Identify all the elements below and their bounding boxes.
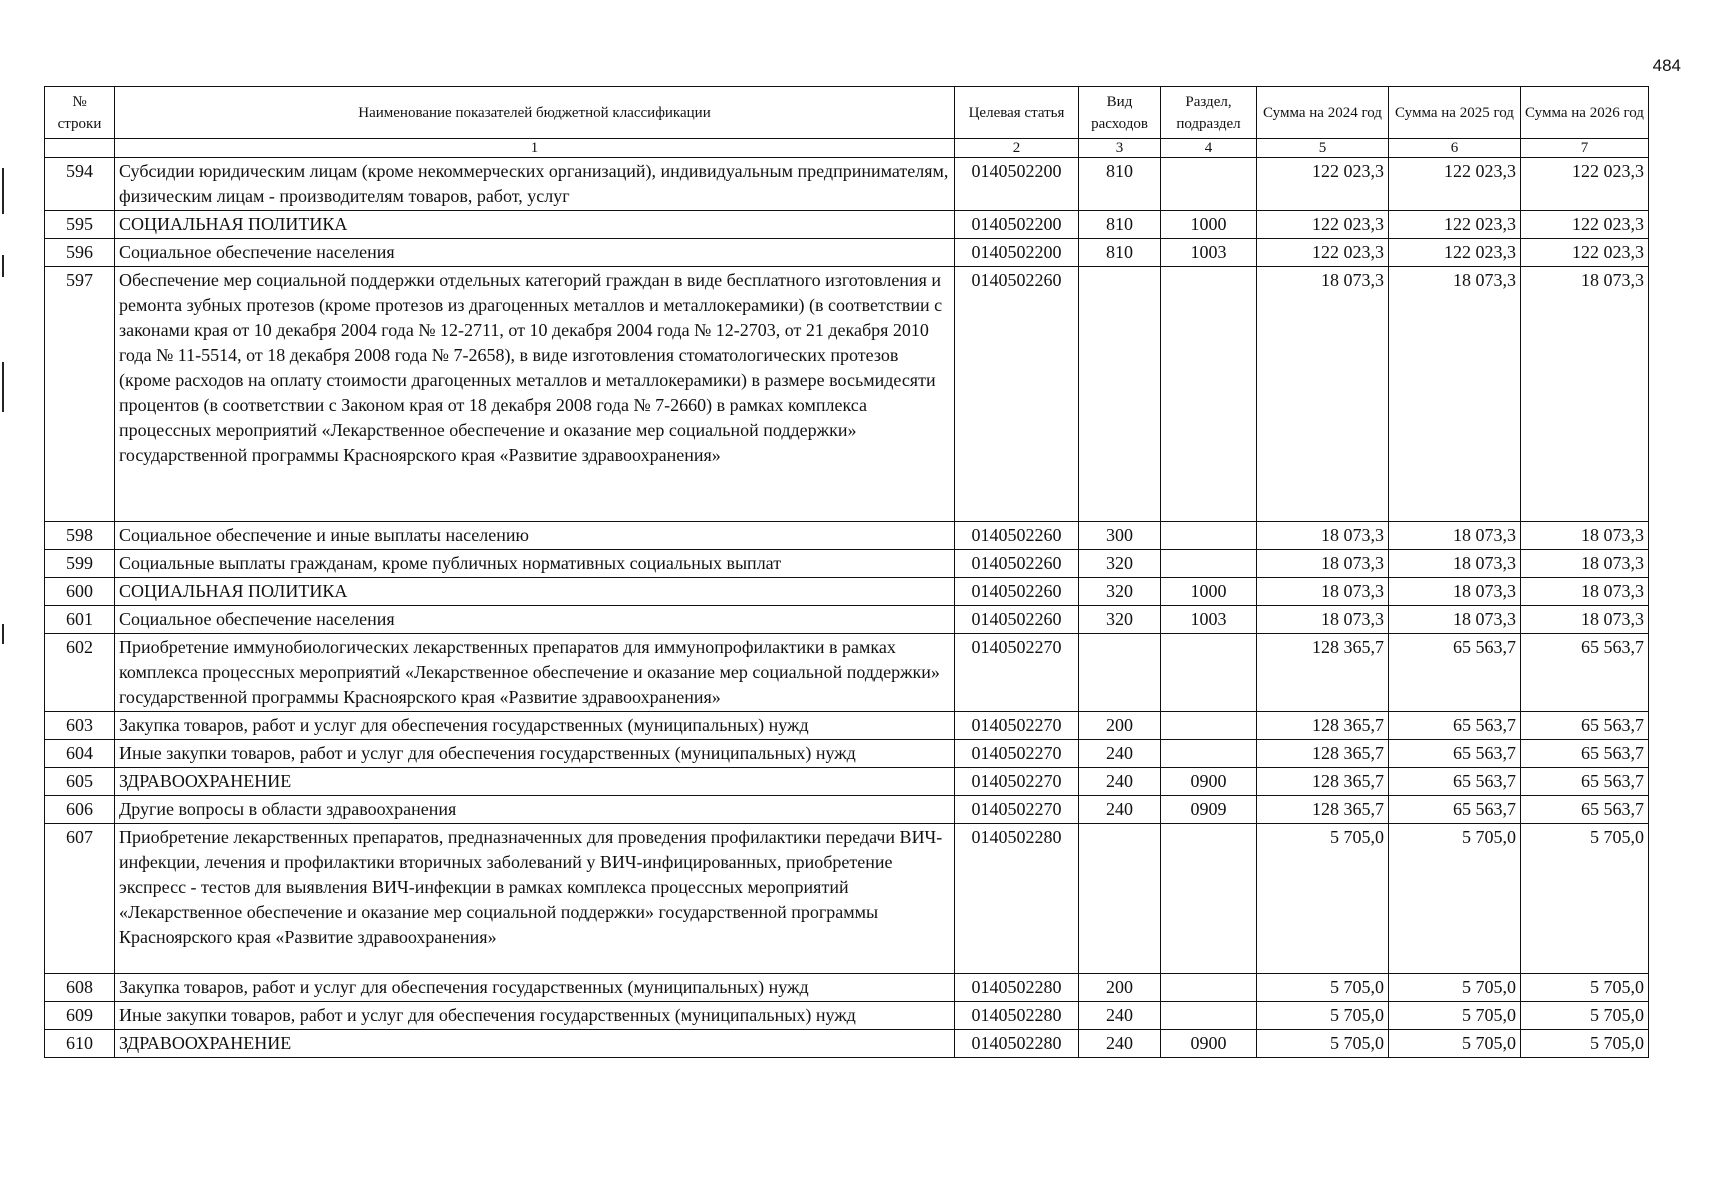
row-sum-2026: 18 073,3 (1521, 522, 1649, 550)
row-section: 1000 (1161, 578, 1257, 606)
row-sum-2024: 5 705,0 (1257, 1002, 1389, 1030)
row-sum-2025: 5 705,0 (1389, 824, 1521, 974)
row-target-article: 0140502260 (955, 578, 1079, 606)
row-sum-2025: 122 023,3 (1389, 239, 1521, 267)
row-number: 598 (45, 522, 115, 550)
row-section: 0900 (1161, 1030, 1257, 1058)
row-sum-2024: 18 073,3 (1257, 267, 1389, 522)
row-sum-2024: 122 023,3 (1257, 211, 1389, 239)
row-name: СОЦИАЛЬНАЯ ПОЛИТИКА (115, 211, 955, 239)
row-sum-2025: 65 563,7 (1389, 740, 1521, 768)
column-number: 3 (1079, 139, 1161, 158)
row-sum-2026: 122 023,3 (1521, 211, 1649, 239)
header-sum-2026: Сумма на 2026 год (1521, 87, 1649, 139)
row-name: ЗДРАВООХРАНЕНИЕ (115, 1030, 955, 1058)
row-section (1161, 550, 1257, 578)
row-sum-2024: 122 023,3 (1257, 158, 1389, 211)
row-section: 1000 (1161, 211, 1257, 239)
table-row (45, 1030, 1649, 1058)
table-row (45, 606, 1649, 634)
row-sum-2024: 128 365,7 (1257, 768, 1389, 796)
row-section (1161, 712, 1257, 740)
row-sum-2026: 65 563,7 (1521, 634, 1649, 712)
row-target-article: 0140502260 (955, 550, 1079, 578)
row-section (1161, 824, 1257, 974)
row-expense-kind: 200 (1079, 712, 1161, 740)
row-expense-kind: 320 (1079, 550, 1161, 578)
table-row (45, 578, 1649, 606)
table-row (45, 824, 1649, 974)
row-name: Приобретение иммунобиологических лекарственных препаратов для иммунопрофилактики в рамках комплекса процессных мероприятий «Лекарственное обеспечение и оказание мер социальной поддержки» государственной программы Красноярского края «Развитие здравоохранения» (115, 634, 955, 712)
table-row (45, 974, 1649, 1002)
header-row-no: № строки (45, 87, 115, 139)
row-expense-kind: 810 (1079, 239, 1161, 267)
table-row (45, 522, 1649, 550)
row-sum-2024: 18 073,3 (1257, 522, 1389, 550)
row-sum-2024: 18 073,3 (1257, 606, 1389, 634)
row-sum-2026: 5 705,0 (1521, 974, 1649, 1002)
row-section (1161, 522, 1257, 550)
row-name: Социальное обеспечение населения (115, 239, 955, 267)
row-name: Иные закупки товаров, работ и услуг для обеспечения государственных (муниципальных) нужд (115, 1002, 955, 1030)
row-sum-2025: 18 073,3 (1389, 606, 1521, 634)
header-sum-2024: Сумма на 2024 год (1257, 87, 1389, 139)
row-number: 608 (45, 974, 115, 1002)
row-expense-kind: 200 (1079, 974, 1161, 1002)
table-row (45, 634, 1649, 712)
row-expense-kind: 240 (1079, 796, 1161, 824)
row-expense-kind: 240 (1079, 768, 1161, 796)
row-section (1161, 267, 1257, 522)
row-sum-2025: 65 563,7 (1389, 634, 1521, 712)
row-sum-2024: 5 705,0 (1257, 974, 1389, 1002)
scan-mark (2, 362, 4, 412)
row-number: 609 (45, 1002, 115, 1030)
row-target-article: 0140502200 (955, 158, 1079, 211)
row-section: 1003 (1161, 239, 1257, 267)
row-number: 596 (45, 239, 115, 267)
row-target-article: 0140502280 (955, 824, 1079, 974)
row-expense-kind: 240 (1079, 1030, 1161, 1058)
row-name: Другие вопросы в области здравоохранения (115, 796, 955, 824)
row-sum-2025: 65 563,7 (1389, 796, 1521, 824)
row-name: ЗДРАВООХРАНЕНИЕ (115, 768, 955, 796)
scan-mark (2, 168, 4, 214)
column-number: 4 (1161, 139, 1257, 158)
row-expense-kind: 240 (1079, 1002, 1161, 1030)
row-name: Закупка товаров, работ и услуг для обеспечения государственных (муниципальных) нужд (115, 712, 955, 740)
row-number: 599 (45, 550, 115, 578)
row-section (1161, 1002, 1257, 1030)
row-expense-kind (1079, 634, 1161, 712)
row-name: Социальное обеспечение населения (115, 606, 955, 634)
column-number: 6 (1389, 139, 1521, 158)
table-row (45, 211, 1649, 239)
column-number: 1 (115, 139, 955, 158)
table-row (45, 712, 1649, 740)
row-sum-2025: 5 705,0 (1389, 1002, 1521, 1030)
row-name: Обеспечение мер социальной поддержки отдельных категорий граждан в виде бесплатного изготовления и ремонта зубных протезов (кроме протезов из драгоценных металлов и металлокерамики) (в соответствии с законами края от 10 декабря 2004 года № 12-2711, от 10 декабря 2004 года № 12-2703, от 21 декабря 2010 года № 11-5514, от 18 декабря 2008 года № 7-2658), в виде изготовления стоматологических протезов (кроме расходов на оплату стоимости драгоценных металлов и металлокерамики) в размере восьмидесяти процентов (в соответствии с Законом края от 18 декабря 2008 года № 7-2660) в рамках комплекса процессных мероприятий «Лекарственное обеспечение и оказание мер социальной поддержки» государственной программы Красноярского края «Развитие здравоохранения» (115, 267, 955, 522)
row-number: 597 (45, 267, 115, 522)
row-number: 595 (45, 211, 115, 239)
row-target-article: 0140502200 (955, 211, 1079, 239)
row-number: 603 (45, 712, 115, 740)
row-section (1161, 974, 1257, 1002)
page-number: 484 (1652, 56, 1681, 75)
row-sum-2025: 122 023,3 (1389, 211, 1521, 239)
row-expense-kind: 320 (1079, 606, 1161, 634)
row-target-article: 0140502270 (955, 796, 1079, 824)
row-sum-2025: 5 705,0 (1389, 974, 1521, 1002)
row-name: Социальное обеспечение и иные выплаты населению (115, 522, 955, 550)
row-target-article: 0140502270 (955, 634, 1079, 712)
row-sum-2025: 18 073,3 (1389, 578, 1521, 606)
row-sum-2025: 18 073,3 (1389, 267, 1521, 522)
row-section: 1003 (1161, 606, 1257, 634)
row-sum-2024: 18 073,3 (1257, 578, 1389, 606)
row-sum-2026: 65 563,7 (1521, 740, 1649, 768)
row-sum-2024: 128 365,7 (1257, 740, 1389, 768)
row-section: 0900 (1161, 768, 1257, 796)
row-sum-2024: 5 705,0 (1257, 824, 1389, 974)
row-expense-kind (1079, 824, 1161, 974)
table-row (45, 1002, 1649, 1030)
scan-mark (2, 624, 4, 644)
row-sum-2024: 18 073,3 (1257, 550, 1389, 578)
row-sum-2026: 18 073,3 (1521, 267, 1649, 522)
row-expense-kind: 320 (1079, 578, 1161, 606)
row-sum-2024: 122 023,3 (1257, 239, 1389, 267)
budget-table (44, 86, 1649, 1058)
table-row (45, 768, 1649, 796)
row-number: 602 (45, 634, 115, 712)
row-sum-2025: 5 705,0 (1389, 1030, 1521, 1058)
row-target-article: 0140502260 (955, 267, 1079, 522)
row-number: 610 (45, 1030, 115, 1058)
row-sum-2026: 5 705,0 (1521, 1002, 1649, 1030)
row-sum-2025: 65 563,7 (1389, 768, 1521, 796)
row-number: 607 (45, 824, 115, 974)
row-target-article: 0140502280 (955, 1030, 1079, 1058)
row-number: 605 (45, 768, 115, 796)
row-sum-2026: 18 073,3 (1521, 578, 1649, 606)
row-sum-2025: 65 563,7 (1389, 712, 1521, 740)
row-sum-2024: 5 705,0 (1257, 1030, 1389, 1058)
row-target-article: 0140502280 (955, 974, 1079, 1002)
row-target-article: 0140502270 (955, 768, 1079, 796)
scan-mark (2, 255, 4, 277)
table-row (45, 550, 1649, 578)
row-sum-2024: 128 365,7 (1257, 796, 1389, 824)
row-number: 600 (45, 578, 115, 606)
table-row (45, 740, 1649, 768)
row-number: 594 (45, 158, 115, 211)
row-sum-2025: 18 073,3 (1389, 550, 1521, 578)
table-row (45, 796, 1649, 824)
row-name: Приобретение лекарственных препаратов, предназначенных для проведения профилактики передачи ВИЧ-инфекции, лечения и профилактики вторичных заболеваний у ВИЧ-инфицированных, приобретение экспресс - тестов для выявления ВИЧ-инфекции в рамках комплекса процессных мероприятий «Лекарственное обеспечение и оказание мер социальной поддержки» государственной программы Красноярского края «Развитие здравоохранения» (115, 824, 955, 974)
column-number: 7 (1521, 139, 1649, 158)
header-target: Целевая статья (955, 87, 1079, 139)
row-section (1161, 634, 1257, 712)
row-section (1161, 740, 1257, 768)
row-target-article: 0140502200 (955, 239, 1079, 267)
row-sum-2026: 65 563,7 (1521, 768, 1649, 796)
row-sum-2024: 128 365,7 (1257, 634, 1389, 712)
row-sum-2026: 65 563,7 (1521, 712, 1649, 740)
row-sum-2026: 65 563,7 (1521, 796, 1649, 824)
header-sum-2025: Сумма на 2025 год (1389, 87, 1521, 139)
row-name: Иные закупки товаров, работ и услуг для обеспечения государственных (муниципальных) нужд (115, 740, 955, 768)
header-kind: Вид расходов (1079, 87, 1161, 139)
row-expense-kind: 810 (1079, 158, 1161, 211)
row-sum-2025: 122 023,3 (1389, 158, 1521, 211)
row-sum-2026: 5 705,0 (1521, 824, 1649, 974)
row-section (1161, 158, 1257, 211)
row-expense-kind (1079, 267, 1161, 522)
table-row (45, 158, 1649, 211)
row-name: Социальные выплаты гражданам, кроме публичных нормативных социальных выплат (115, 550, 955, 578)
row-number: 601 (45, 606, 115, 634)
row-name: СОЦИАЛЬНАЯ ПОЛИТИКА (115, 578, 955, 606)
row-target-article: 0140502270 (955, 740, 1079, 768)
row-number: 604 (45, 740, 115, 768)
row-sum-2026: 122 023,3 (1521, 158, 1649, 211)
row-target-article: 0140502280 (955, 1002, 1079, 1030)
row-sum-2025: 18 073,3 (1389, 522, 1521, 550)
column-number: 2 (955, 139, 1079, 158)
row-expense-kind: 810 (1079, 211, 1161, 239)
row-target-article: 0140502260 (955, 522, 1079, 550)
column-number: 5 (1257, 139, 1389, 158)
table-row (45, 267, 1649, 522)
header-name: Наименование показателей бюджетной классификации (115, 87, 955, 139)
row-name: Субсидии юридическим лицам (кроме некоммерческих организаций), индивидуальным предпринимателям, физическим лицам - производителям товаров, работ, услуг (115, 158, 955, 211)
row-sum-2026: 5 705,0 (1521, 1030, 1649, 1058)
row-sum-2024: 128 365,7 (1257, 712, 1389, 740)
column-number (45, 139, 115, 158)
row-section: 0909 (1161, 796, 1257, 824)
row-number: 606 (45, 796, 115, 824)
row-name: Закупка товаров, работ и услуг для обеспечения государственных (муниципальных) нужд (115, 974, 955, 1002)
row-expense-kind: 300 (1079, 522, 1161, 550)
row-sum-2026: 122 023,3 (1521, 239, 1649, 267)
header-section: Раздел, подраздел (1161, 87, 1257, 139)
table-row (45, 239, 1649, 267)
row-target-article: 0140502260 (955, 606, 1079, 634)
row-sum-2026: 18 073,3 (1521, 606, 1649, 634)
row-target-article: 0140502270 (955, 712, 1079, 740)
row-sum-2026: 18 073,3 (1521, 550, 1649, 578)
row-expense-kind: 240 (1079, 740, 1161, 768)
